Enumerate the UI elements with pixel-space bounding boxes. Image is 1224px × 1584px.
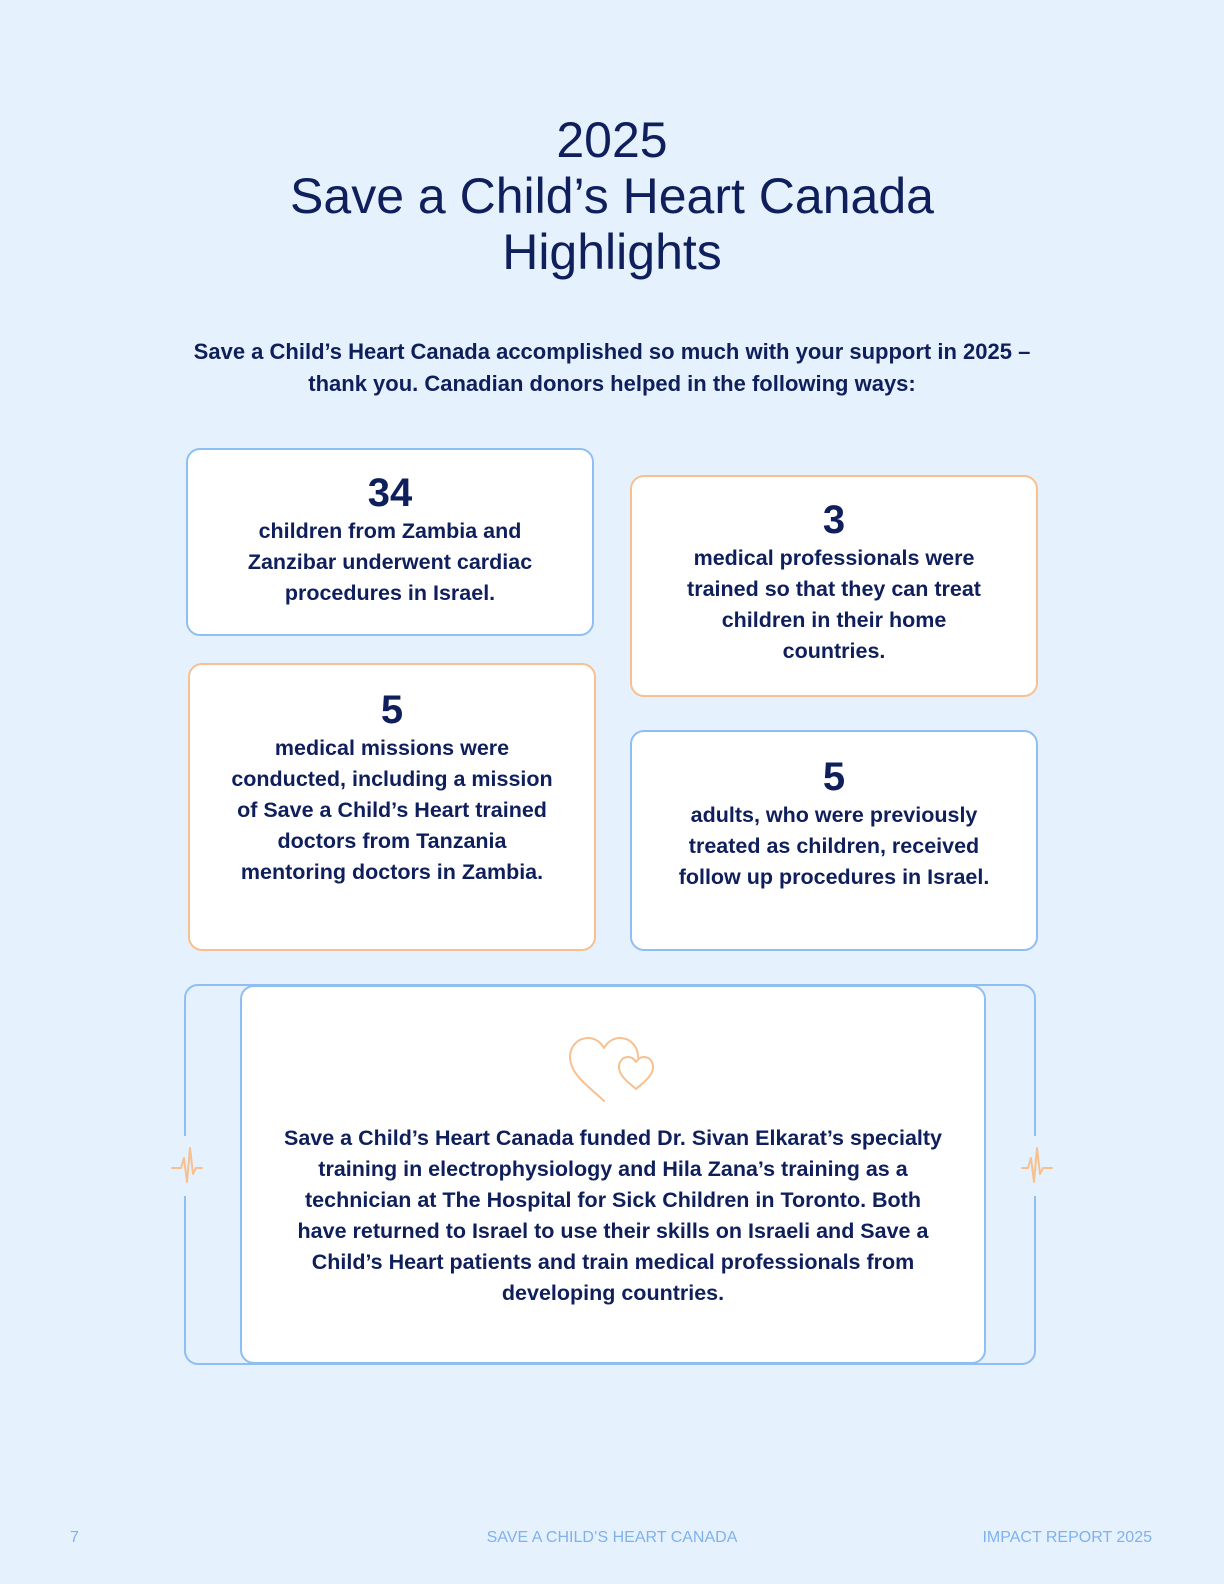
highlight-number: 34 [367,471,413,515]
heartbeat-line-icon [170,1136,204,1196]
highlight-number: 5 [822,755,846,799]
highlight-card-missions [188,663,596,951]
highlight-description: adults, who were previously treated as children, received follow up procedures in Israel. [678,803,990,889]
title-org: Save a Child’s Heart Canada [290,168,934,224]
footer-org-name: SAVE A CHILD’S HEART CANADA [486,1529,738,1546]
heartbeat-line-icon [1020,1136,1054,1196]
title-highlights: Highlights [502,224,722,280]
highlight-description: medical missions were conducted, including a mission of Save a Child’s Heart trained doctors from Tanzania mentoring doctors in Zambia. [231,736,553,884]
highlight-card-adults [630,730,1038,951]
page-number: 7 [70,1529,79,1546]
hearts-icon [566,1033,662,1107]
highlight-number: 5 [380,688,404,732]
highlight-number: 3 [822,498,846,542]
footer-report-title: IMPACT REPORT 2025 [982,1529,1152,1546]
feature-card [240,985,986,1364]
page-title [0,112,1224,280]
intro-text: Save a Child’s Heart Canada accomplished so much with your support in 2025 – thank you. Canadian donors helped in the following ways: [193,339,1031,396]
feature-text: Save a Child’s Heart Canada funded Dr. Sivan Elkarat’s specialty training in electrophysiology and Hila Zana’s training as a technician at The Hospital for Sick Children in Toronto. Both have returned to Israel to use their skills on Israeli and Save a Child’s Heart patients and train medical professionals from developing countries. [284,1126,942,1305]
highlight-description: children from Zambia and Zanzibar underwent cardiac procedures in Israel. [247,519,533,605]
title-year: 2025 [556,112,668,168]
highlight-card-children [186,448,594,636]
highlight-card-professionals [630,475,1038,697]
highlight-description: medical professionals were trained so that they can treat children in their home countries. [687,546,981,663]
